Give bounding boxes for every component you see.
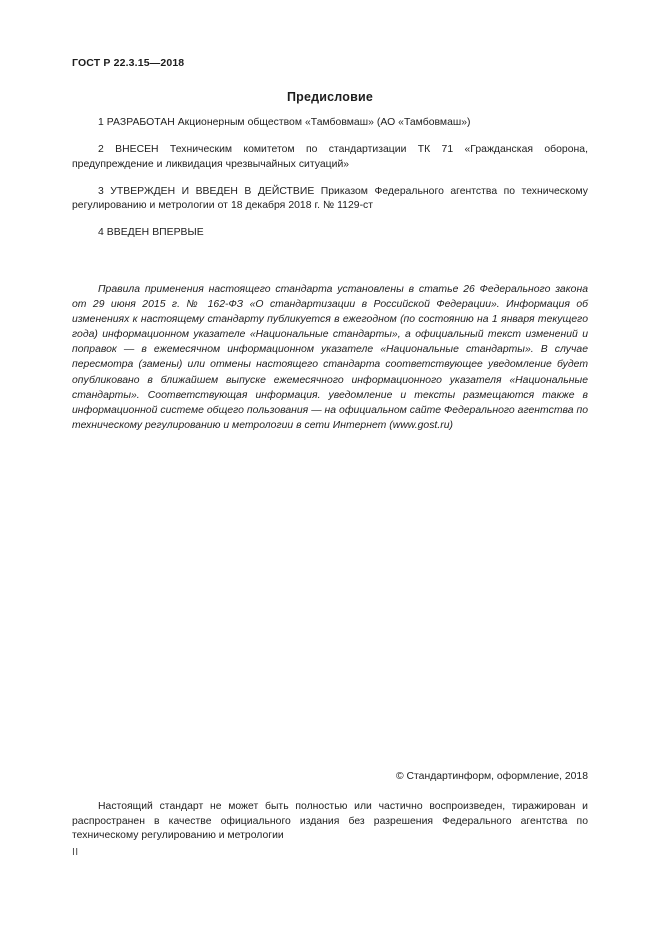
application-rules-text: Правила применения настоящего стандарта установлены в статье 26 Федерального закона от 29 июня 2015 г. № 162-ФЗ «О стандартизации в Российской Федерации». Информация об изменениях к настоящему стандарту публикуется в ежегодном (по состоянию на 1 января текущего года) информационном указателе «Национальные стандарты», а официальный текст изменений и поправок — в ежемесячном информационном указателе «Национальные стандарты». В случае пересмотра (замены) или отмены настоящего стандарта соответствующее уведомление будет опубликовано в ближайшем выпуске ежемесячного информационного указателя «Национальные стандарты». Соответствующая информация. уведомление и тексты размещаются также в информационной системе общего пользования — на официальном сайте Федерального агентства по техническому регулированию и метрологии в сети Интернет (www.gost.ru) xyxy=(72,284,588,431)
foreword-item-2: 2 ВНЕСЕН Техническим комитетом по стандартизации ТК 71 «Гражданская оборона, предупреждение и ликвидация чрезвычайных ситуаций» xyxy=(72,144,588,170)
application-rules-note xyxy=(72,282,588,433)
foreword-item-3: 3 УТВЕРЖДЕН И ВВЕДЕН В ДЕЙСТВИЕ Приказом Федерального агентства по техническому регулированию и метрологии от 18 декабря 2018 г. № 1129-ст xyxy=(72,185,588,212)
copyright-notice: © Стандартинформ, оформление, 2018 xyxy=(395,771,588,782)
reproduction-disclaimer-text: Настоящий стандарт не может быть полностью или частично воспроизведен, тиражирован и распространен в качестве официального издания без разрешения Федерального агентства по техническому регулированию и метрологии xyxy=(72,801,588,842)
page-title: Предисловие xyxy=(286,90,374,104)
page-number: II xyxy=(72,847,79,858)
document-standard-number: ГОСТ Р 22.3.15—2018 xyxy=(72,57,185,69)
foreword-list xyxy=(72,116,588,241)
foreword-item-1: 1 РАЗРАБОТАН Акционерным обществом «Тамбовмаш» (АО «Тамбовмаш») xyxy=(98,117,471,128)
reproduction-disclaimer xyxy=(72,800,588,844)
foreword-item-4: 4 ВВЕДЕН ВПЕРВЫЕ xyxy=(98,227,204,239)
